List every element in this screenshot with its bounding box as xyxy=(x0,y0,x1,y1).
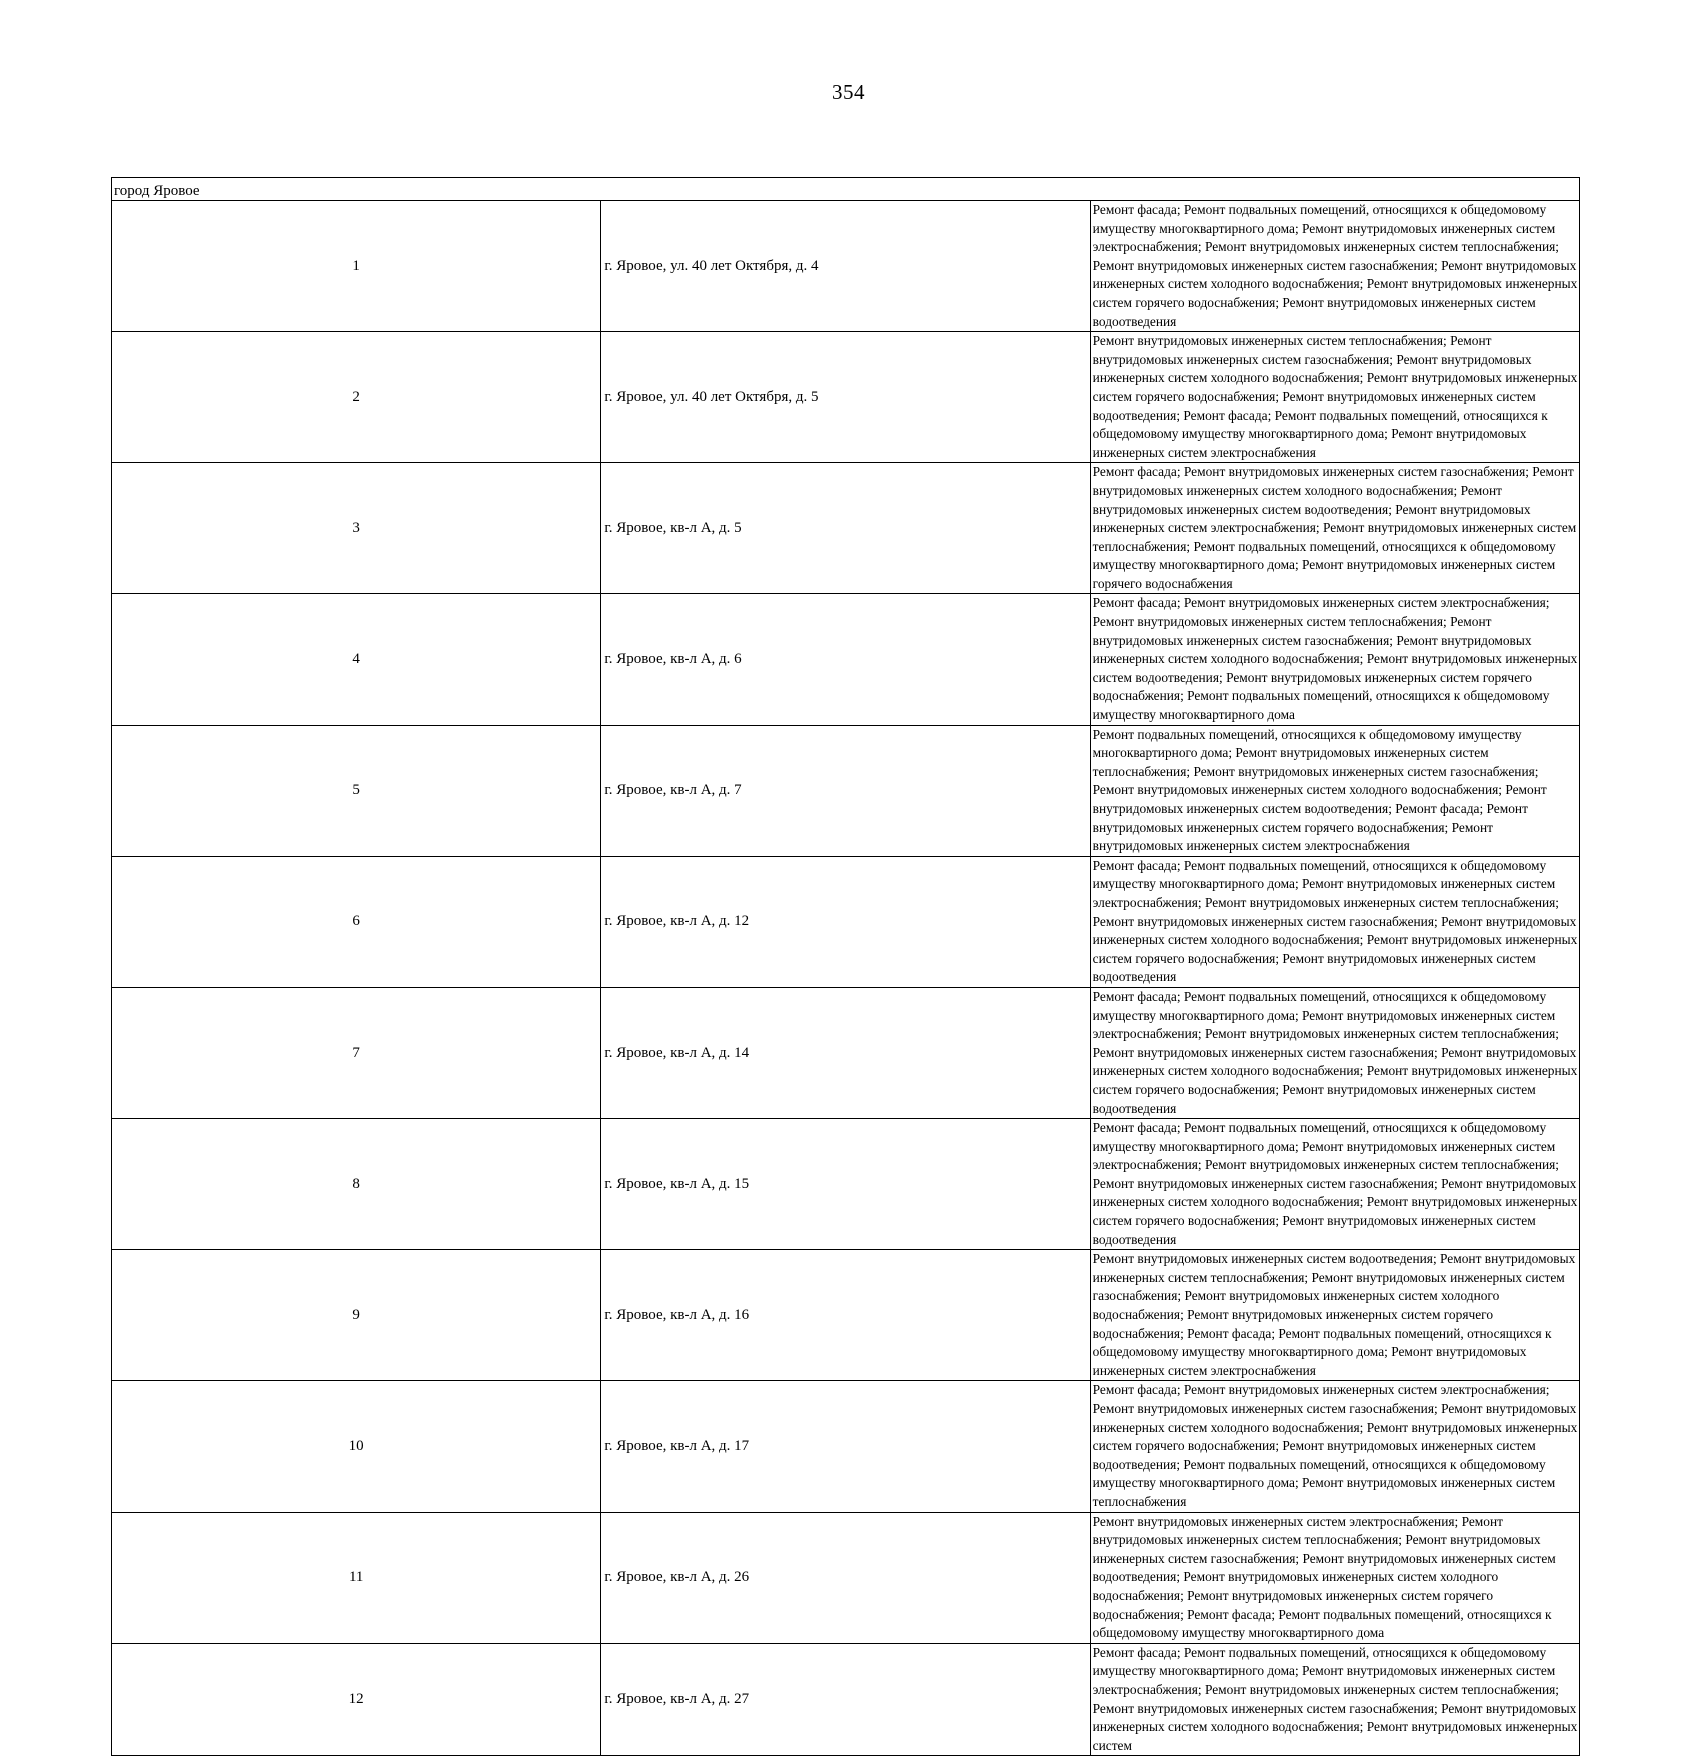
row-address: г. Яровое, кв-л А, д. 14 xyxy=(601,987,1090,1118)
row-address: г. Яровое, кв-л А, д. 15 xyxy=(601,1119,1090,1250)
table-row xyxy=(112,856,1580,987)
row-works: Ремонт фасада; Ремонт подвальных помещений, относящихся к общедомовому имуществу многоквартирного дома; Ремонт внутридомовых инженерных систем электроснабжения; Ремонт внутридомовых инженерных систем теплоснабжения; Ремонт внутридомовых инженерных систем газоснабжения; Ремонт внутридомовых инженерных систем холодного водоснабжения; Ремонт внутридомовых инженерных систем горячего водоснабжения; Ремонт внутридомовых инженерных систем водоотведения xyxy=(1090,856,1579,987)
row-number: 7 xyxy=(112,987,601,1118)
row-works: Ремонт фасада; Ремонт внутридомовых инженерных систем электроснабжения; Ремонт внутридомовых инженерных систем теплоснабжения; Ремонт внутридомовых инженерных систем газоснабжения; Ремонт внутридомовых инженерных систем холодного водоснабжения; Ремонт внутридомовых инженерных систем водоотведения; Ремонт внутридомовых инженерных систем горячего водоснабжения; Ремонт подвальных помещений, относящихся к общедомовому имуществу многоквартирного дома xyxy=(1090,594,1579,725)
row-works: Ремонт внутридомовых инженерных систем электроснабжения; Ремонт внутридомовых инженерных систем теплоснабжения; Ремонт внутридомовых инженерных систем газоснабжения; Ремонт внутридомовых инженерных систем водоотведения; Ремонт внутридомовых инженерных систем холодного водоснабжения; Ремонт внутридомовых инженерных систем горячего водоснабжения; Ремонт фасада; Ремонт подвальных помещений, относящихся к общедомовому имуществу многоквартирного дома xyxy=(1090,1512,1579,1643)
row-address: г. Яровое, кв-л А, д. 5 xyxy=(601,463,1090,594)
row-works: Ремонт фасада; Ремонт подвальных помещений, относящихся к общедомовому имуществу многоквартирного дома; Ремонт внутридомовых инженерных систем электроснабжения; Ремонт внутридомовых инженерных систем теплоснабжения; Ремонт внутридомовых инженерных систем газоснабжения; Ремонт внутридомовых инженерных систем холодного водоснабжения; Ремонт внутридомовых инженерных систем xyxy=(1090,1643,1579,1756)
row-number: 1 xyxy=(112,201,601,332)
row-number: 6 xyxy=(112,856,601,987)
row-works: Ремонт фасада; Ремонт подвальных помещений, относящихся к общедомовому имуществу многоквартирного дома; Ремонт внутридомовых инженерных систем электроснабжения; Ремонт внутридомовых инженерных систем теплоснабжения; Ремонт внутридомовых инженерных систем газоснабжения; Ремонт внутридомовых инженерных систем холодного водоснабжения; Ремонт внутридомовых инженерных систем горячего водоснабжения; Ремонт внутридомовых инженерных систем водоотведения xyxy=(1090,1119,1579,1250)
row-works: Ремонт фасада; Ремонт подвальных помещений, относящихся к общедомовому имуществу многоквартирного дома; Ремонт внутридомовых инженерных систем электроснабжения; Ремонт внутридомовых инженерных систем теплоснабжения; Ремонт внутридомовых инженерных систем газоснабжения; Ремонт внутридомовых инженерных систем холодного водоснабжения; Ремонт внутридомовых инженерных систем горячего водоснабжения; Ремонт внутридомовых инженерных систем водоотведения xyxy=(1090,987,1579,1118)
row-works: Ремонт фасада; Ремонт внутридомовых инженерных систем газоснабжения; Ремонт внутридомовых инженерных систем холодного водоснабжения; Ремонт внутридомовых инженерных систем водоотведения; Ремонт внутридомовых инженерных систем электроснабжения; Ремонт внутридомовых инженерных систем теплоснабжения; Ремонт подвальных помещений, относящихся к общедомовому имуществу многоквартирного дома; Ремонт внутридомовых инженерных систем горячего водоснабжения xyxy=(1090,463,1579,594)
table-row xyxy=(112,1381,1580,1512)
row-number: 2 xyxy=(112,332,601,463)
row-address: г. Яровое, кв-л А, д. 16 xyxy=(601,1250,1090,1381)
table-row xyxy=(112,1643,1580,1756)
row-address: г. Яровое, кв-л А, д. 7 xyxy=(601,725,1090,856)
row-works: Ремонт подвальных помещений, относящихся к общедомовому имуществу многоквартирного дома; Ремонт внутридомовых инженерных систем теплоснабжения; Ремонт внутридомовых инженерных систем газоснабжения; Ремонт внутридомовых инженерных систем холодного водоснабжения; Ремонт внутридомовых инженерных систем водоотведения; Ремонт фасада; Ремонт внутридомовых инженерных систем горячего водоснабжения; Ремонт внутридомовых инженерных систем электроснабжения xyxy=(1090,725,1579,856)
section-title: город Яровое xyxy=(112,178,1580,201)
row-address: г. Яровое, кв-л А, д. 12 xyxy=(601,856,1090,987)
row-number: 12 xyxy=(112,1643,601,1756)
row-works: Ремонт внутридомовых инженерных систем водоотведения; Ремонт внутридомовых инженерных систем теплоснабжения; Ремонт внутридомовых инженерных систем газоснабжения; Ремонт внутридомовых инженерных систем холодного водоснабжения; Ремонт внутридомовых инженерных систем горячего водоснабжения; Ремонт фасада; Ремонт подвальных помещений, относящихся к общедомовому имуществу многоквартирного дома; Ремонт внутридомовых инженерных систем электроснабжения xyxy=(1090,1250,1579,1381)
row-number: 5 xyxy=(112,725,601,856)
section-header-row xyxy=(112,178,1580,201)
repair-works-table xyxy=(111,177,1580,1756)
row-works: Ремонт фасада; Ремонт подвальных помещений, относящихся к общедомовому имуществу многоквартирного дома; Ремонт внутридомовых инженерных систем электроснабжения; Ремонт внутридомовых инженерных систем теплоснабжения; Ремонт внутридомовых инженерных систем газоснабжения; Ремонт внутридомовых инженерных систем холодного водоснабжения; Ремонт внутридомовых инженерных систем горячего водоснабжения; Ремонт внутридомовых инженерных систем водоотведения xyxy=(1090,201,1579,332)
table-row xyxy=(112,594,1580,725)
row-number: 3 xyxy=(112,463,601,594)
table-row xyxy=(112,1119,1580,1250)
row-address: г. Яровое, кв-л А, д. 17 xyxy=(601,1381,1090,1512)
row-number: 9 xyxy=(112,1250,601,1381)
row-works: Ремонт фасада; Ремонт внутридомовых инженерных систем электроснабжения; Ремонт внутридомовых инженерных систем газоснабжения; Ремонт внутридомовых инженерных систем холодного водоснабжения; Ремонт внутридомовых инженерных систем горячего водоснабжения; Ремонт внутридомовых инженерных систем водоотведения; Ремонт подвальных помещений, относящихся к общедомовому имуществу многоквартирного дома; Ремонт внутридомовых инженерных систем теплоснабжения xyxy=(1090,1381,1579,1512)
row-number: 8 xyxy=(112,1119,601,1250)
table-row xyxy=(112,201,1580,332)
table-row xyxy=(112,332,1580,463)
row-address: г. Яровое, ул. 40 лет Октября, д. 5 xyxy=(601,332,1090,463)
table-row xyxy=(112,1250,1580,1381)
table-row xyxy=(112,987,1580,1118)
row-address: г. Яровое, кв-л А, д. 26 xyxy=(601,1512,1090,1643)
row-number: 11 xyxy=(112,1512,601,1643)
row-number: 10 xyxy=(112,1381,601,1512)
row-number: 4 xyxy=(112,594,601,725)
table-row xyxy=(112,463,1580,594)
row-works: Ремонт внутридомовых инженерных систем теплоснабжения; Ремонт внутридомовых инженерных систем газоснабжения; Ремонт внутридомовых инженерных систем холодного водоснабжения; Ремонт внутридомовых инженерных систем горячего водоснабжения; Ремонт внутридомовых инженерных систем водоотведения; Ремонт фасада; Ремонт подвальных помещений, относящихся к общедомовому имуществу многоквартирного дома; Ремонт внутридомовых инженерных систем электроснабжения xyxy=(1090,332,1579,463)
row-address: г. Яровое, кв-л А, д. 27 xyxy=(601,1643,1090,1756)
table-row xyxy=(112,1512,1580,1643)
row-address: г. Яровое, ул. 40 лет Октября, д. 4 xyxy=(601,201,1090,332)
table-row xyxy=(112,725,1580,856)
page-number: 354 xyxy=(832,80,865,104)
row-address: г. Яровое, кв-л А, д. 6 xyxy=(601,594,1090,725)
